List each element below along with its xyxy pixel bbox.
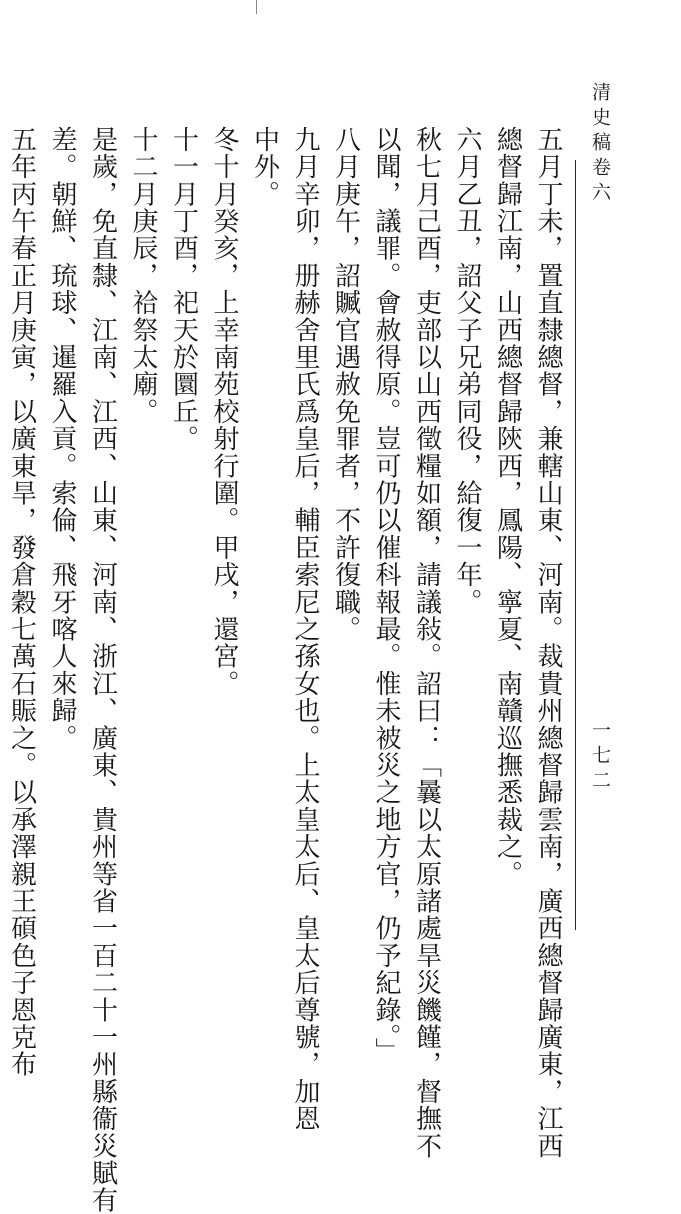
text-column: 十二月庚辰，祫祭太廟。 — [128, 126, 158, 426]
text-column: 秋七月己酉，吏部以山西徵糧如額，請議敍。詔曰：「曩以太原諸處旱災饑饉，督撫不 — [411, 126, 442, 1160]
text-column: 差。朝鮮、琉球、暹羅入貢。索倫、飛牙喀人來歸。 — [47, 126, 77, 752]
text-column: 以聞，議罪。會赦得原。豈可仍以催科報最。惟未被災之地方官，仍予紀錄。」 — [371, 126, 401, 1065]
text-column: 總督歸江南，山西總督歸陝西，鳳陽、寧夏、南贛巡撫悉裁之。 — [492, 126, 523, 888]
text-column: 五月丁未，置直隸總督，兼轄山東、河南。裁貴州總督歸雲南，廣西總督歸廣東，江西 — [533, 126, 563, 1160]
text-column: 是歲，免直隸、江南、江西、山東、河南、浙江、廣東、貴州等省一百二十一州縣衞災賦有 — [87, 126, 118, 1214]
text-column: 九月辛卯，册赫舍里氏爲皇后，輔臣索尼之孫女也。上太皇太后、皇太后尊號，加恩 — [290, 126, 320, 1133]
text-column: 中外。 — [249, 126, 280, 208]
gutter-mark — [256, 0, 257, 14]
column-rule — [575, 160, 576, 930]
text-column: 八月庚午，詔贓官遇赦免罪者，不許復職。 — [330, 126, 361, 643]
text-column: 五年丙午春正月庚寅，以廣東旱，發倉穀七萬石賑之。以承澤親王碩色子恩克布 — [6, 126, 37, 1078]
running-title: 清史稿卷六 — [589, 82, 611, 207]
text-column: 十一月丁酉，祀天於圜丘。 — [168, 126, 199, 453]
text-column: 冬十月癸亥，上幸南苑校射行圍。甲戌，還宮。 — [209, 126, 239, 698]
body-text — [6, 126, 568, 1214]
page-number: 一七二 — [589, 720, 611, 795]
text-column: 六月乙丑，詔父子兄弟同役，給復一年。 — [452, 126, 482, 616]
